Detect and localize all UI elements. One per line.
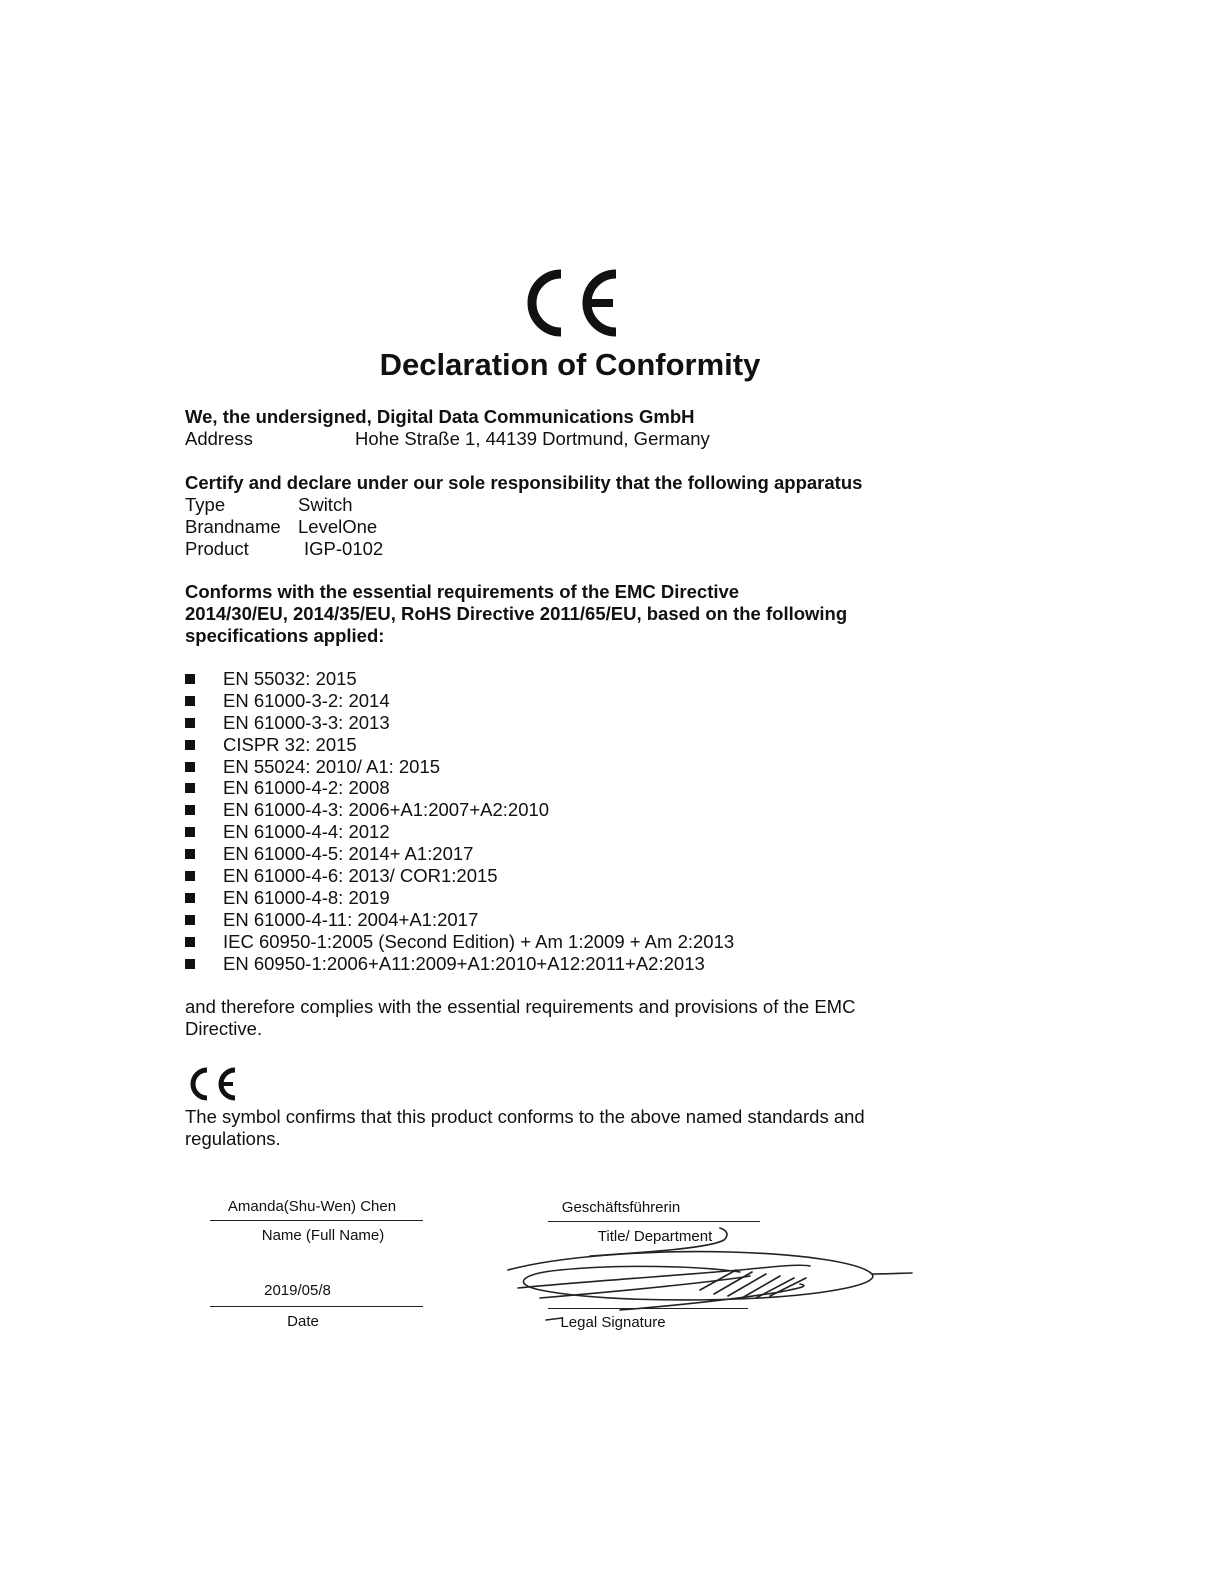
bullet-square-icon: [185, 696, 195, 706]
product-value: IGP-0102: [304, 538, 384, 559]
ce-mark-icon: [519, 266, 623, 340]
signature-label: Legal Signature: [560, 1314, 666, 1331]
address-value: Hohe Straße 1, 44139 Dortmund, Germany: [355, 428, 710, 449]
title-value: Geschäftsführerin: [561, 1199, 681, 1216]
name-rule: [210, 1220, 423, 1221]
conformity-line-2: 2014/30/EU, 2014/35/EU, RoHS Directive 2011/65/EU, based on the following: [185, 603, 848, 624]
page-title: Declaration of Conformity: [379, 347, 761, 382]
apparatus-heading: Certify and declare under our sole responsibility that the following apparatus: [185, 472, 863, 493]
date-value: 2019/05/8: [264, 1282, 331, 1299]
date-label: Date: [287, 1313, 319, 1330]
signature-rule: [548, 1308, 748, 1309]
list-item: EN 61000-3-2: 2014: [185, 690, 734, 712]
bullet-square-icon: [185, 674, 195, 684]
declarant-line: We, the undersigned, Digital Data Communications GmbH: [185, 406, 695, 427]
list-item: EN 61000-4-4: 2012: [185, 821, 734, 843]
list-item: EN 61000-4-3: 2006+A1:2007+A2:2010: [185, 799, 734, 821]
list-item: EN 60950-1:2006+A11:2009+A1:2010+A12:2011+A2:2013: [185, 953, 734, 975]
bullet-square-icon: [185, 959, 195, 969]
address-label: Address: [185, 428, 253, 449]
symbol-note-line-1: The symbol confirms that this product conforms to the above named standards and: [185, 1106, 865, 1127]
bullet-square-icon: [185, 871, 195, 881]
bullet-square-icon: [185, 915, 195, 925]
bullet-square-icon: [185, 762, 195, 772]
bullet-square-icon: [185, 893, 195, 903]
type-value: Switch: [298, 494, 353, 515]
list-item: EN 61000-3-3: 2013: [185, 712, 734, 734]
conformity-line-3: specifications applied:: [185, 625, 385, 646]
product-label: Product: [185, 538, 249, 559]
bullet-square-icon: [185, 805, 195, 815]
ce-mark-small-icon: [186, 1066, 238, 1102]
conformity-line-1: Conforms with the essential requirements of the EMC Directive: [185, 581, 740, 602]
name-label: Name (Full Name): [261, 1227, 385, 1244]
list-item: EN 55032: 2015: [185, 668, 734, 690]
title-rule: [548, 1221, 760, 1222]
list-item: CISPR 32: 2015: [185, 734, 734, 756]
list-item: EN 55024: 2010/ A1: 2015: [185, 756, 734, 778]
list-item: IEC 60950-1:2005 (Second Edition) + Am 1:2009 + Am 2:2013: [185, 931, 734, 953]
bullet-square-icon: [185, 849, 195, 859]
list-item: EN 61000-4-8: 2019: [185, 887, 734, 909]
symbol-note-line-2: regulations.: [185, 1128, 281, 1149]
handwritten-signature: [500, 1226, 920, 1326]
bullet-square-icon: [185, 740, 195, 750]
brandname-value: LevelOne: [298, 516, 378, 537]
standards-list: [185, 668, 734, 974]
brandname-label: Brandname: [185, 516, 281, 537]
bullet-square-icon: [185, 827, 195, 837]
compliance-line-2: Directive.: [185, 1018, 263, 1039]
title-label: Title/ Department: [597, 1228, 713, 1245]
bullet-square-icon: [185, 718, 195, 728]
list-item: EN 61000-4-2: 2008: [185, 777, 734, 799]
compliance-line-1: and therefore complies with the essential requirements and provisions of the EMC: [185, 996, 856, 1017]
name-value: Amanda(Shu-Wen) Chen: [227, 1198, 397, 1215]
bullet-square-icon: [185, 937, 195, 947]
date-rule: [210, 1306, 423, 1307]
list-item: EN 61000-4-5: 2014+ A1:2017: [185, 843, 734, 865]
list-item: EN 61000-4-6: 2013/ COR1:2015: [185, 865, 734, 887]
type-label: Type: [185, 494, 226, 515]
bullet-square-icon: [185, 783, 195, 793]
list-item: EN 61000-4-11: 2004+A1:2017: [185, 909, 734, 931]
